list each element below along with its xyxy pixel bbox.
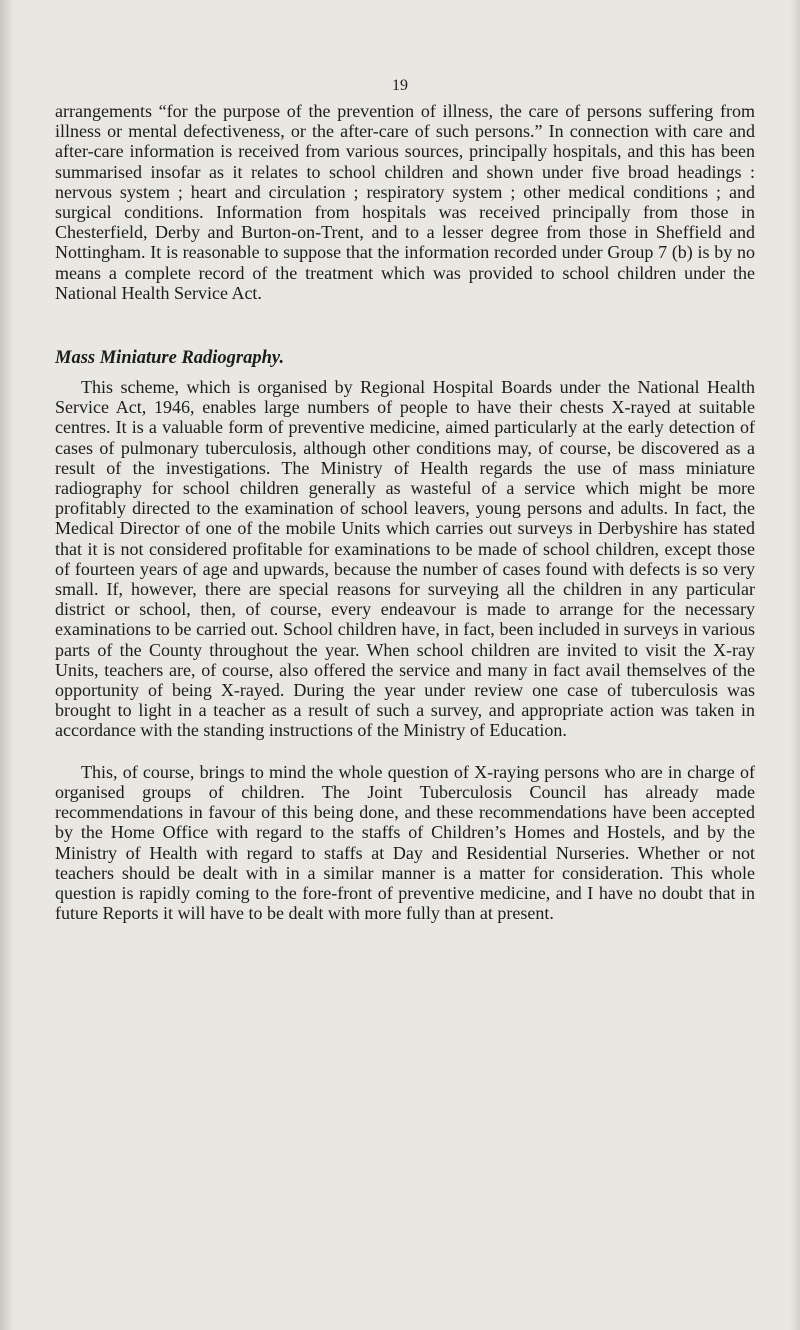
page-binding-edge xyxy=(0,0,14,1330)
page-number: 19 xyxy=(392,77,408,94)
page-right-edge xyxy=(790,0,800,1330)
paragraph-radiography-scheme: This scheme, which is organised by Regional Hospital Boards under the National Health Service Act, 1946, enables large numbers of people to have their chests X-rayed at suitable centres. It is a valuable form of preventive medicine, aimed particularly at the early detection of cases of pulmonary tuberculosis, although other conditions may, of course, be discovered as a result of the investigations. The Ministry of Health regards the use of mass miniature radiography for school children generally as wasteful of a service which might be more profitably directed to the examination of school leavers, young persons and adults. In fact, the Medical Director of one of the mobile Units which carries out surveys in Derbyshire has stated that it is not considered profitable for examinations to be made of school children, except those of fourteen years of age and upwards, because the number of cases found with defects is so very small. If, however, there are special reasons for surveying all the children in any particular district or school, then, of course, every endeavour is made to arrange for the necessary examinations to be carried out. School children have, in fact, been included in surveys in various parts of the County throughout the year. When school children are invited to visit the X-ray Units, teachers are, of course, also offered the service and many in fact avail themselves of the opportunity of being X-rayed. During the year under review one case of tuberculosis was brought to light in a teacher as a result of such a survey, and appropriate action was taken in accordance with the standing instructions of the Ministry of Education. xyxy=(55,377,755,741)
paragraph-xraying-staff: This, of course, brings to mind the whole question of X-raying persons who are in charge of organised groups of children. The Joint Tuberculosis Council has already made recommendations in favour of this being done, and these recommendations have been accepted by the Home Office with regard to the staffs of Children’s Homes and Hostels, and by the Ministry of Health with regard to staffs at Day and Residential Nurseries. Whether or not teachers should be dealt with in a similar manner is a matter for consideration. This whole question is rapidly coming to the fore-front of preventive medicine, and I have no doubt that in future Reports it will have to be dealt with more fully than at present. xyxy=(55,761,755,924)
page-body xyxy=(55,101,755,923)
paragraph-care-after-care: arrangements “for the purpose of the prevention of illness, the care of persons suffering from illness or mental defectiveness, or the after-care of such persons.” In connection with care and after-care information is received from various sources, principally hospitals, and this has been summarised insofar as it relates to school children and shown under five broad headings : nervous system ; heart and circulation ; respiratory system ; other medical conditions ; and surgical conditions. Information from hospitals was received principally from those in Chesterfield, Derby and Burton-on-Trent, and to a lesser degree from those in Sheffield and Nottingham. It is reasonable to suppose that the information recorded under Group 7 (b) is by no means a complete record of the treatment which was provided to school children under the National Health Service Act. xyxy=(55,101,755,303)
section-heading-mass-miniature-radiography: Mass Miniature Radiography. xyxy=(55,348,285,369)
